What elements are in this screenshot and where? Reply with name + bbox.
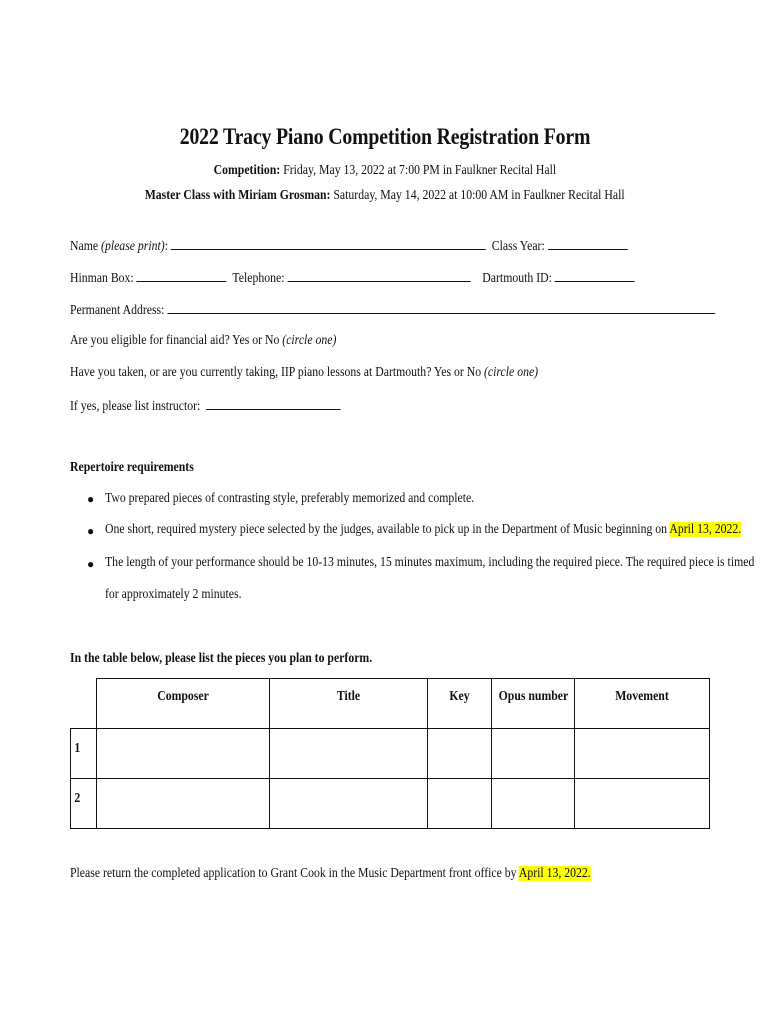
lessons-hint: (circle one)	[484, 365, 539, 380]
telephone-field[interactable]	[287, 269, 470, 282]
class-year-label: Class Year:	[491, 239, 545, 254]
header-movement	[575, 679, 710, 729]
instructor-label: If yes, please list instructor:	[70, 399, 201, 414]
header-composer-label: Composer	[156, 689, 209, 704]
name-label: Name	[70, 239, 99, 254]
aid-row	[70, 333, 336, 349]
header-movement-label: Movement	[615, 689, 670, 704]
movement-cell[interactable]	[575, 729, 710, 779]
telephone-label: Telephone:	[232, 271, 285, 286]
header-title-label: Title	[336, 689, 360, 704]
composer-cell[interactable]	[96, 729, 269, 779]
footer-line	[70, 866, 591, 882]
title-cell[interactable]	[269, 779, 427, 829]
repertoire-bullet-2-text: One short, required mystery piece selected by the judges, available to pick up in the Department of Music beginning on	[105, 522, 668, 537]
hinman-label: Hinman Box:	[70, 271, 134, 286]
lessons-question: Have you taken, or are you currently taking, IIP piano lessons at Dartmouth? Yes or No	[70, 365, 482, 380]
opus-cell[interactable]	[491, 779, 575, 829]
movement-cell[interactable]	[575, 779, 710, 829]
address-label: Permanent Address:	[70, 303, 165, 318]
instructor-field[interactable]	[206, 397, 340, 410]
masterclass-text: Saturday, May 14, 2022 at 10:00 AM in Faulkner Recital Hall	[333, 188, 625, 203]
header-composer	[96, 679, 269, 729]
name-row: Name (please print): Class Year:	[70, 237, 627, 255]
table-header-row	[71, 679, 710, 729]
competition-line	[0, 163, 770, 179]
composer-cell[interactable]	[96, 779, 269, 829]
row-number: 2	[74, 791, 81, 806]
header-opus-label: Opus number	[498, 689, 568, 704]
title-cell[interactable]	[269, 729, 427, 779]
competition-label: Competition:	[213, 163, 281, 178]
repertoire-bullet-1: Two prepared pieces of contrasting style, preferably memorized and complete.	[105, 491, 475, 506]
aid-question: Are you eligible for financial aid? Yes or No	[70, 333, 280, 348]
contact-row	[70, 269, 635, 287]
key-cell[interactable]	[427, 779, 491, 829]
header-opus	[491, 679, 575, 729]
pieces-table	[70, 678, 710, 829]
row-number: 1	[74, 741, 81, 756]
repertoire-heading: Repertoire requirements	[70, 460, 194, 475]
highlighted-date: April 13, 2022.	[669, 522, 742, 537]
key-cell[interactable]	[427, 729, 491, 779]
header-key-label: Key	[448, 689, 470, 704]
repertoire-bullet-2	[105, 522, 741, 538]
class-year-field[interactable]	[548, 237, 628, 250]
name-field[interactable]	[171, 237, 486, 250]
opus-cell[interactable]	[491, 729, 575, 779]
repertoire-bullet-3-cont: for approximately 2 minutes.	[105, 587, 242, 602]
name-hint: (please print)	[101, 239, 165, 254]
table-intro: In the table below, please list the pieces you plan to perform.	[70, 651, 373, 666]
lessons-row	[70, 365, 538, 381]
row-number-cell	[71, 779, 97, 829]
table-row	[71, 729, 710, 779]
footer-text: Please return the completed application to Grant Cook in the Music Department front office by	[70, 866, 517, 881]
dartmouth-id-field[interactable]	[555, 269, 635, 282]
repertoire-bullet-3: The length of your performance should be 10-13 minutes, 15 minutes maximum, including the required piece. The required piece is timed	[105, 555, 755, 570]
competition-text: Friday, May 13, 2022 at 7:00 PM in Faulkner Recital Hall	[283, 163, 557, 178]
address-row	[70, 301, 715, 319]
footer-highlighted-date: April 13, 2022.	[518, 866, 591, 881]
table-row	[71, 779, 710, 829]
bullet-icon: ●	[87, 492, 95, 506]
instructor-row	[70, 397, 341, 415]
masterclass-label: Master Class with Miriam Grosman:	[145, 188, 331, 203]
hinman-field[interactable]	[137, 269, 227, 282]
header-key	[427, 679, 491, 729]
address-field[interactable]	[167, 301, 715, 314]
aid-hint: (circle one)	[282, 333, 337, 348]
bullet-icon: ●	[87, 557, 95, 571]
bullet-icon: ●	[87, 524, 95, 538]
dartmouth-id-label: Dartmouth ID:	[482, 271, 552, 286]
table-corner-cell	[71, 679, 97, 729]
masterclass-line	[0, 188, 770, 204]
row-number-cell	[71, 729, 97, 779]
header-title	[269, 679, 427, 729]
form-title: 2022 Tracy Piano Competition Registration Form	[179, 124, 591, 149]
